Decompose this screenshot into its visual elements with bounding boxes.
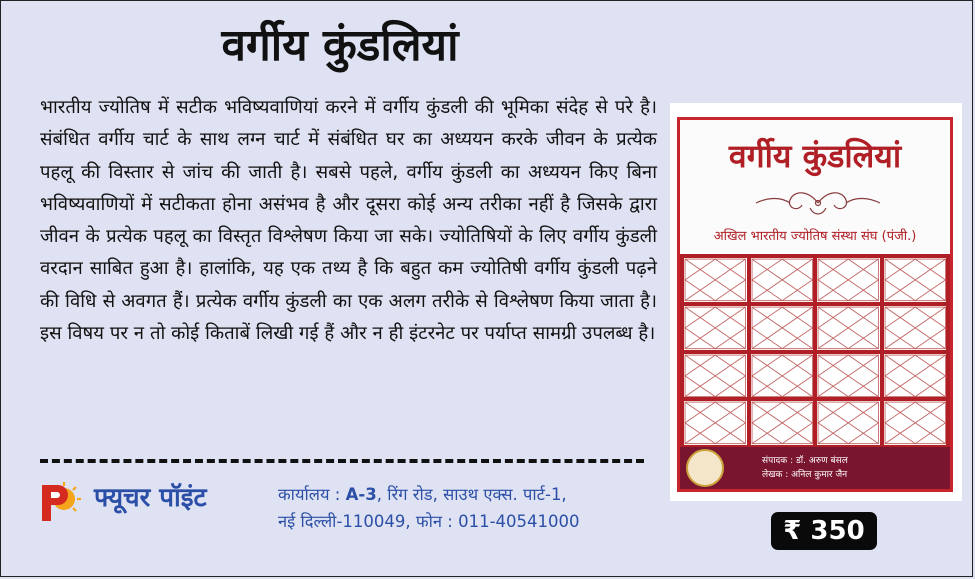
address-house: A-3 <box>345 485 377 504</box>
publisher-address <box>278 481 580 535</box>
cover-footer <box>680 447 950 489</box>
editor-credit: संपादक : डॉ. अरुण बंसल <box>762 456 848 466</box>
kundli-chart-icon <box>684 306 747 350</box>
address-line-2: नई दिल्ली-110049, फोन : 011-40541000 <box>278 512 580 531</box>
future-point-logo-icon <box>38 479 82 523</box>
description-text: भारतीय ज्योतिष में सटीक भविष्यवाणियां करने में वर्गीय कुंडली की भूमिका संदेह से परे है। संबंधित वर्गीय चार्ट के साथ लग्न चार्ट में संबंधित घर का अध्ययन करके जीवन के प्रत्येक पहलू की विस्तार से जांच की जाती है। सबसे पहले, वर्गीय कुंडली का अध्ययन किए बिना भविष्यवाणियों में सटीकता होना असंभव है और दूसरा कोई अन्य तरीका नहीं है जिसके द्वारा जीवन के प्रत्येक पहलू का विस्तृत विश्लेषण किया जा सके। ज्योतिषियों के लिए वर्गीय कुंडली वरदान साबित हुआ है। हालांकि, यह एक तथ्य है कि बहुत कम ज्योतिषी वर्गीय कुंडली पढ़ने की विधि से अवगत हैं। प्रत्येक वर्गीय कुंडली का एक अलग तरीके से विश्लेषण किया जाता है। इस विषय पर न तो कोई किताबें लिखी गई हैं और न ही इंटरनेट पर पर्याप्त सामग्री उपलब्ध है। <box>40 97 657 345</box>
kundli-chart-icon <box>817 306 880 350</box>
kundli-chart-icon <box>817 258 880 302</box>
kundli-chart-icon <box>884 306 947 350</box>
kundli-chart-icon <box>684 354 747 398</box>
kundli-chart-icon <box>751 354 814 398</box>
ornament-icon <box>750 186 886 220</box>
page-title: वर्गीय कुंडलियां <box>221 20 459 71</box>
cover-title: वर्गीय कुंडलियां <box>728 137 902 175</box>
kundli-chart-icon <box>684 401 747 445</box>
publisher-name: फ्यूचर पॉइंट <box>94 483 207 513</box>
address-line-1 <box>278 481 580 508</box>
kundli-chart-icon <box>751 306 814 350</box>
address-label: कार्यालय : <box>278 485 346 504</box>
kundli-chart-icon <box>684 258 747 302</box>
address-street: , रिंग रोड, साउथ एक्स. पार्ट-1, <box>376 485 567 504</box>
cover-subtitle: अखिल भारतीय ज्योतिष संस्था संघ (पंजी.) <box>713 229 917 244</box>
kundli-chart-icon <box>817 354 880 398</box>
book-cover <box>677 117 953 492</box>
dashed-divider <box>40 459 644 463</box>
kundli-chart-icon <box>884 354 947 398</box>
kundli-chart-icon <box>751 401 814 445</box>
kundli-chart-icon <box>751 258 814 302</box>
kundli-chart-icon <box>884 401 947 445</box>
kundli-chart-icon <box>817 401 880 445</box>
author-credit: लेखक : अनिल कुमार जैन <box>762 470 848 480</box>
price-badge: ₹ 350 <box>771 512 877 550</box>
kundli-chart-icon <box>884 258 947 302</box>
kundli-chart-grid <box>680 254 950 449</box>
publisher-seal-icon <box>686 449 724 487</box>
